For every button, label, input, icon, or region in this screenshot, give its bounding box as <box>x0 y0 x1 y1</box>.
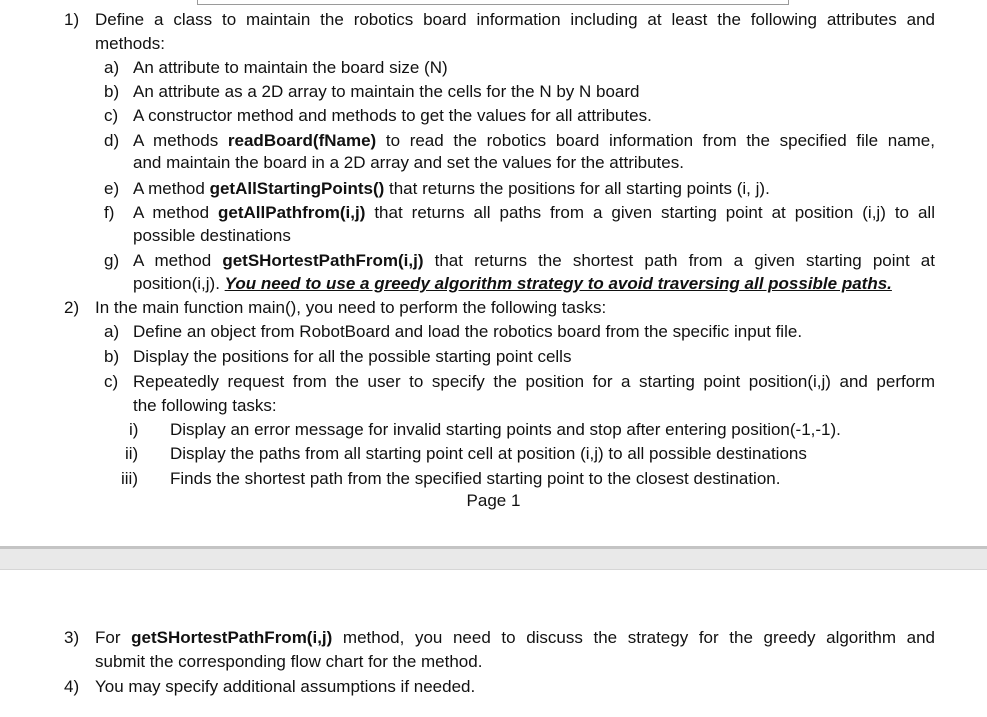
subitem-label: f) <box>104 203 115 222</box>
item-2-line-1: In the main function main(), you need to perform the following tasks: <box>95 298 607 317</box>
subsubitem-i: Display an error message for invalid starting points and stop after entering position(-1,-1). <box>170 420 841 439</box>
subitem-label: a) <box>104 58 120 77</box>
item-1-line-2: methods: <box>95 34 165 53</box>
subitem-label: a) <box>104 322 120 341</box>
subitem-1d-line-1: A methods readBoard(fName) to read the robotics board information from the specified file name, <box>133 131 935 150</box>
subsubitem-label: i) <box>129 420 139 439</box>
subitem-1b: An attribute as a 2D array to maintain the cells for the N by N board <box>133 82 640 101</box>
subsubitem-label: iii) <box>121 469 138 488</box>
subitem-1d-line-2: and maintain the board in a 2D array and set the values for the attributes. <box>133 153 684 172</box>
subitem-1g-line-1: A method getSHortestPathFrom(i,j) that returns the shortest path from a given starting point at <box>133 251 935 270</box>
subitem-2c-line-1: Repeatedly request from the user to specify the position for a starting point position(i,j) and perform <box>133 372 935 391</box>
subitem-label: c) <box>104 106 119 125</box>
subitem-1g-line-2: position(i,j). You need to use a greedy algorithm strategy to avoid traversing all possible paths. <box>133 274 892 293</box>
subitem-label: e) <box>104 179 120 198</box>
subitem-2b: Display the positions for all the possible starting point cells <box>133 347 572 366</box>
subitem-label: d) <box>104 131 120 150</box>
subsubitem-ii: Display the paths from all starting point cell at position (i,j) to all possible destinations <box>170 444 807 463</box>
subitem-1e: A method getAllStartingPoints() that returns the positions for all starting points (i, j). <box>133 179 770 198</box>
item-number: 3) <box>64 628 80 647</box>
subitem-label: b) <box>104 347 120 366</box>
subitem-1a: An attribute to maintain the board size (N) <box>133 58 448 77</box>
subitem-label: b) <box>104 82 120 101</box>
item-number: 1) <box>64 10 80 29</box>
item-number: 4) <box>64 677 80 696</box>
subitem-label: c) <box>104 372 119 391</box>
page-number: Page 1 <box>466 491 521 510</box>
subitem-2a: Define an object from RobotBoard and load the robotics board from the specific input file. <box>133 322 803 341</box>
subsubitem-label: ii) <box>125 444 139 463</box>
subsubitem-iii: Finds the shortest path from the specified starting point to the closest destination. <box>170 469 781 488</box>
item-number: 2) <box>64 298 80 317</box>
subitem-1f-line-1: A method getAllPathfrom(i,j) that returns all paths from a given starting point at position (i,j) to all <box>133 203 935 222</box>
subitem-1c: A constructor method and methods to get the values for all attributes. <box>133 106 652 125</box>
subitem-1f-line-2: possible destinations <box>133 226 291 245</box>
item-3-line-2: submit the corresponding flow chart for the method. <box>95 652 483 671</box>
item-1-line-1: Define a class to maintain the robotics board information including at least the following attributes and <box>95 10 935 29</box>
page-separator <box>0 546 987 570</box>
top-border <box>197 0 789 5</box>
subitem-2c-line-2: the following tasks: <box>133 396 277 415</box>
subitem-label: g) <box>104 251 120 270</box>
item-4: You may specify additional assumptions if needed. <box>95 677 476 696</box>
item-3-line-1: For getSHortestPathFrom(i,j) method, you need to discuss the strategy for the greedy algorithm and <box>95 628 936 647</box>
